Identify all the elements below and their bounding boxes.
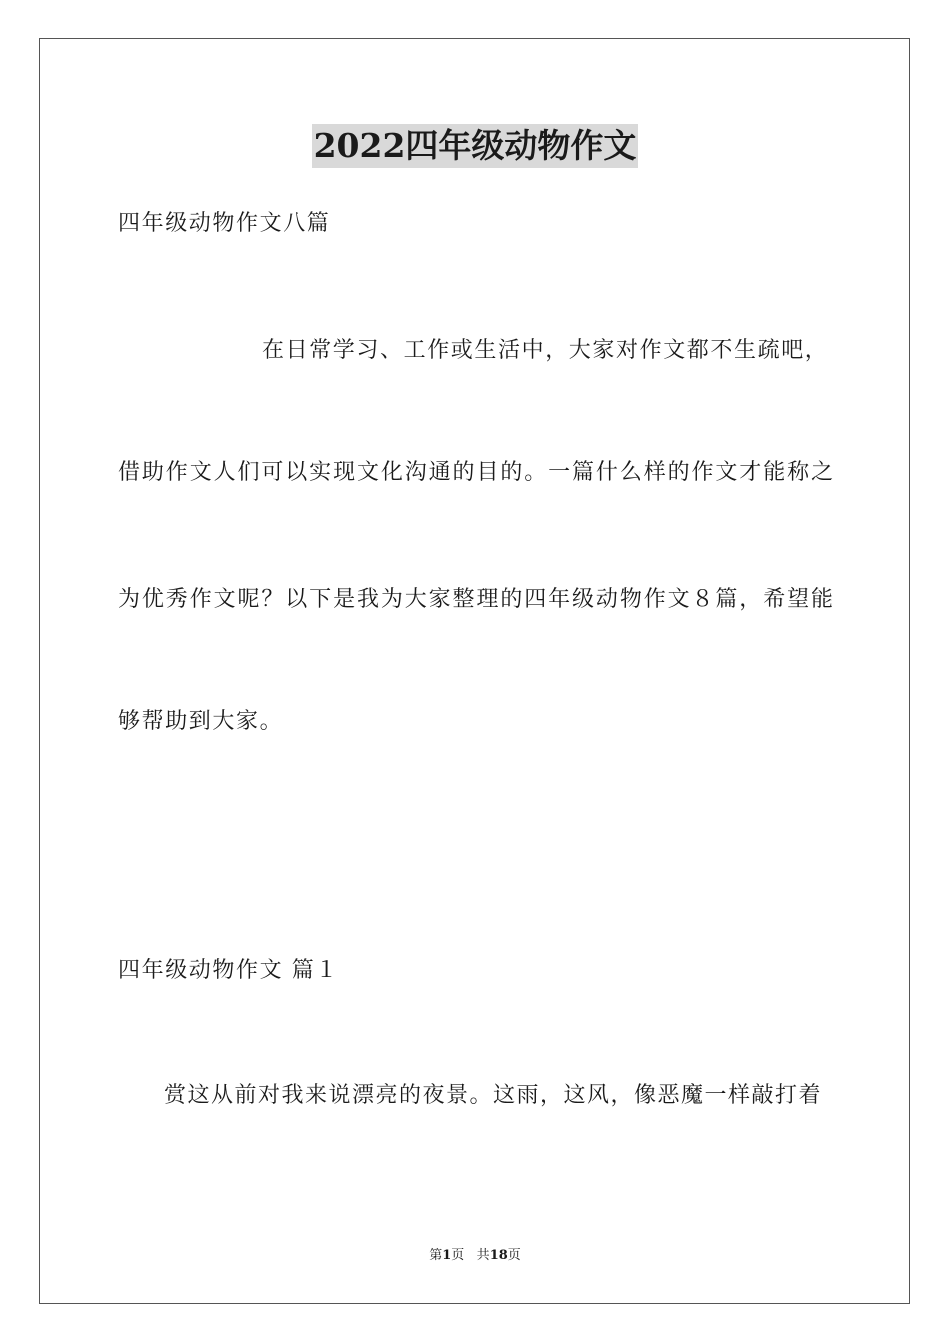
footer-total-suffix: 页 [507,1248,521,1263]
page-footer [0,1247,950,1265]
footer-page-suffix: 页 [451,1248,465,1263]
document-subtitle: 四年级动物作文八篇 [118,211,331,236]
section-first-line: 赏这从前对我来说漂亮的夜景。这雨，这风，像恶魔一样敲打着 [164,1083,823,1108]
intro-line-1: 在日常学习、工作或生活中，大家对作文都不生疏吧， [262,338,829,363]
section-heading: 四年级动物作文 篇１ [118,958,339,983]
intro-line-3: 为优秀作文呢？以下是我为大家整理的四年级动物作文８篇，希望能 [118,587,833,612]
footer-page-prefix: 第 [429,1248,443,1263]
footer-page-total: 18 [489,1248,508,1263]
intro-line-4: 够帮助到大家。 [118,709,284,734]
title-wrap [0,124,950,168]
document-title: 2022四年级动物作文 [312,124,639,168]
intro-line-2: 借助作文人们可以实现文化沟通的目的。一篇什么样的作文才能称之 [118,460,833,485]
footer-total-prefix: 共 [476,1248,490,1263]
footer-page-current: 1 [442,1248,452,1263]
